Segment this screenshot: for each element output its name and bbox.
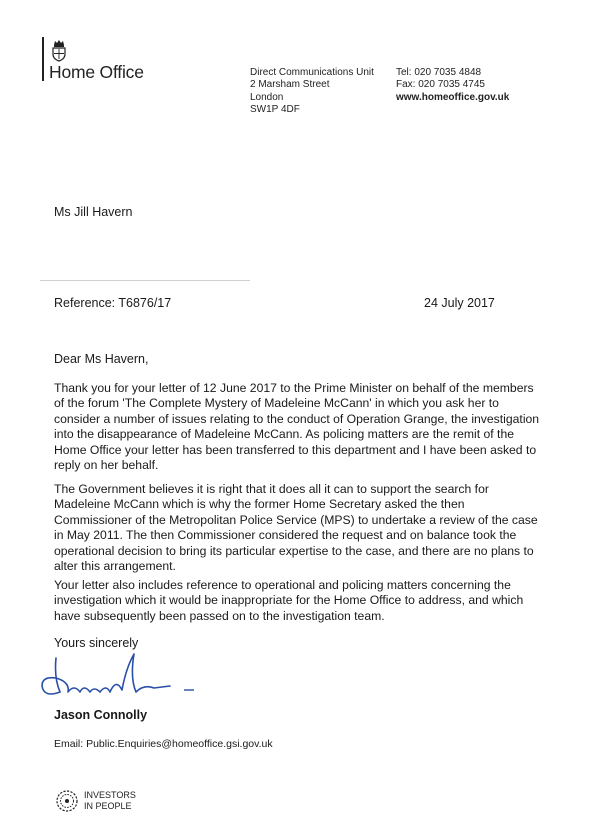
badge-line: INVESTORS (84, 790, 136, 800)
address-line: London (250, 91, 284, 103)
recipient-name: Ms Jill Havern (54, 205, 133, 219)
letter-date: 24 July 2017 (424, 296, 495, 310)
divider (40, 280, 250, 281)
telephone: Tel: 020 7035 4848 (396, 67, 482, 78)
investors-in-people-label (84, 790, 136, 812)
badge-line: IN PEOPLE (84, 801, 132, 811)
contact-email: Email: Public.Enquiries@homeoffice.gsi.gov.uk (54, 738, 273, 750)
body-paragraph: Your letter also includes reference to operational and policing matters concerning the investigation which it would be inappropriate for the Home Office to address, and which have subsequently been passed on to the investigation team. (54, 578, 524, 623)
website-link[interactable]: www.homeoffice.gov.uk (396, 91, 510, 103)
royal-crest-icon (50, 38, 68, 62)
closing: Yours sincerely (54, 636, 139, 650)
investors-in-people-icon (54, 788, 80, 814)
sender-address (250, 67, 374, 116)
salutation: Dear Ms Havern, (54, 352, 149, 366)
address-line: Direct Communications Unit (250, 67, 374, 78)
address-line: SW1P 4DF (250, 103, 300, 115)
reference-number: Reference: T6876/17 (54, 296, 172, 310)
signer-name: Jason Connolly (54, 708, 148, 722)
body-paragraph: The Government believes it is right that it does all it can to support the search for Madeleine McCann which is why the former Home Secretary asked the then Commissioner of the Metropolitan Police Service (MPS) to undertake a review of the case in May 2011. The then Commissioner considered the request and on balance took the operational decision to bring its particular expertise to the case, and there are no plans to alter this arrangement. (54, 482, 538, 574)
org-name: Home Office (49, 62, 144, 82)
address-line: 2 Marsham Street (250, 79, 330, 91)
body-paragraph: Thank you for your letter of 12 June 2017 to the Prime Minister on behalf of the members of the forum 'The Complete Mystery of Madeleine McCann' in which you ask her to consider a number of issues relating to the conduct of Operation Grange, the investigation into the disappearance of Madeleine McCann. As policing matters are the remit of the Home Office your letter has been transferred to this department and I have been asked to reply on her behalf. (54, 381, 540, 473)
redacted-address (50, 226, 245, 278)
contact-block (396, 67, 509, 104)
fax: Fax: 020 7035 4745 (396, 79, 485, 91)
logo-divider (42, 37, 44, 81)
signature (34, 648, 214, 710)
